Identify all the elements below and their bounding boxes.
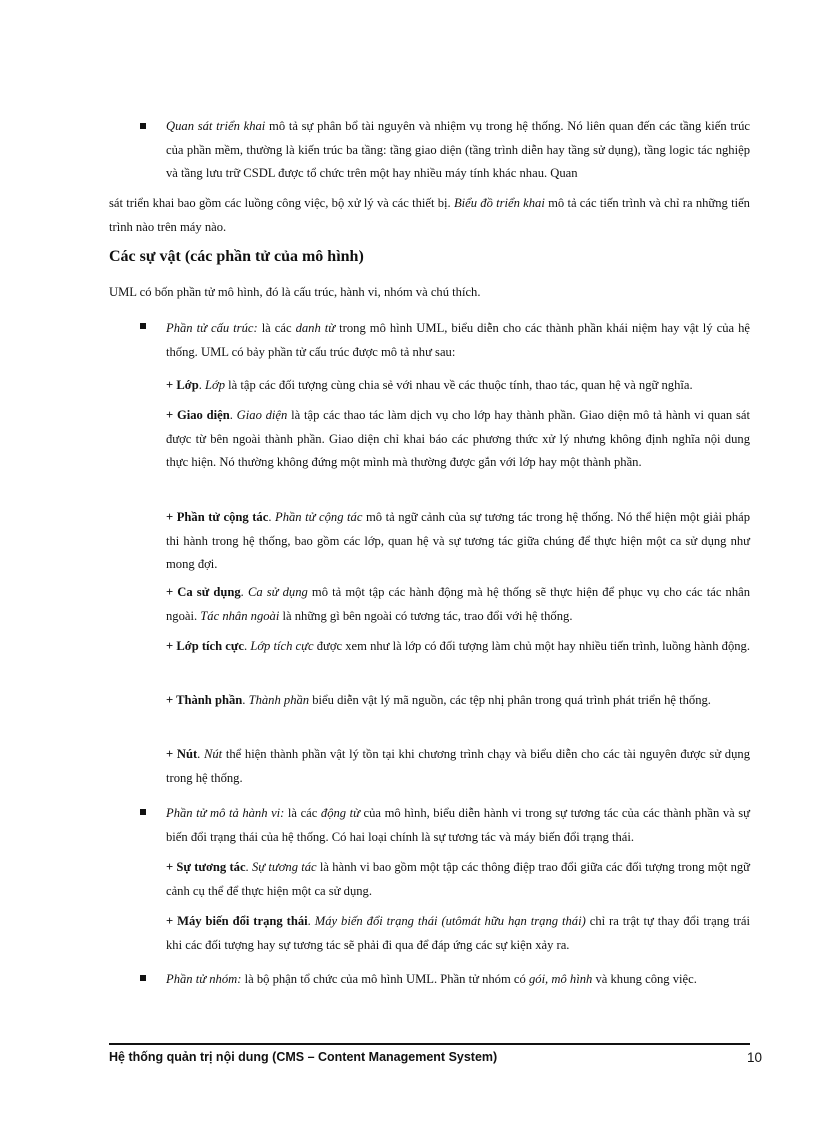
label-node: + Nút (166, 747, 198, 761)
bullet-marker (140, 123, 146, 129)
label-interface: + Giao diện (166, 408, 230, 422)
label-class: + Lớp (166, 378, 199, 392)
bullet-marker (140, 975, 146, 981)
bullet-marker (140, 809, 146, 815)
label-interaction: + Sự tương tác (166, 860, 246, 874)
term-verb: động từ (320, 806, 360, 820)
term-deployment-view: Quan sát triển khai (166, 119, 266, 133)
term-package-model: gói, mô hình (528, 972, 593, 986)
item-class: + Lớp. Lớp là tập các đối tượng cùng chia sẻ với nhau về các thuộc tính, thao tác, quan hệ và ngữ nghĩa. (166, 378, 693, 392)
footer-divider (109, 1043, 750, 1045)
term-noun: danh từ (295, 321, 336, 335)
term-behavioral: Phần tử mô tả hành vi: (166, 806, 285, 820)
item-state-machine: + Máy biến đổi trạng thái. Máy biến đổi trạng thái (utômát hữu hạn trạng thái) chỉ ra trật tự thay đổi trạng trái khi các đối tượng hay sự tương tác sẽ phải đi qua để đáp ứng các sự kiện xảy ra. (166, 914, 751, 952)
paragraph-text: mô tả các tiến trình và chỉ ra những tiến trình nào trên máy nào. (109, 196, 750, 234)
bullet-marker (140, 323, 146, 329)
item-interaction: + Sự tương tác. Sự tương tác là hành vi bao gồm một tập các thông điệp trao đổi giữa các đối tượng trong một ngữ cảnh cụ thể để thực hiện một ca sử dụng. (166, 860, 751, 898)
paragraph-deployment-view (166, 115, 750, 186)
page-number: 10 (746, 1050, 762, 1065)
label-use-case: + Ca sử dụng (166, 585, 241, 599)
intro-paragraph: UML có bốn phần tử mô hình, đó là cấu trúc, hành vi, nhóm và chú thích. (109, 285, 481, 299)
label-collaboration: + Phần tử cộng tác (166, 510, 269, 524)
label-state-machine: + Máy biến đổi trạng thái (166, 914, 308, 928)
paragraph-text: sát triển khai bao gồm các luồng công việc, bộ xử lý và các thiết bị. (109, 196, 454, 210)
item-component: + Thành phần. Thành phần biểu diễn vật lý mã nguồn, các tệp nhị phân trong quá trình phát triển hệ thống. (166, 693, 711, 707)
paragraph-deployment-view-continued (109, 192, 750, 239)
paragraph-grouping-elements: Phần tử nhóm: là bộ phận tổ chức của mô hình UML. Phần tử nhóm có gói, mô hình và khung công việc. (166, 972, 697, 986)
item-use-case: + Ca sử dụng. Ca sử dụng mô tả một tập các hành động mà hệ thống sẽ thực hiện để phục vụ cho các tác nhân ngoài. Tác nhân ngoài là những gì bên ngoài có tương tác, trao đổi với hệ thống. (166, 585, 751, 623)
term-structural: Phần tử cấu trúc: (166, 321, 258, 335)
label-active-class: + Lớp tích cực (166, 639, 245, 653)
section-heading: Các sự vật (các phần tử của mô hình) (109, 248, 364, 265)
item-node: + Nút. Nút thể hiện thành phần vật lý tồn tại khi chương trình chạy và biểu diễn cho các tài nguyên được sử dụng trong hệ thống. (166, 747, 750, 785)
item-interface: + Giao diện. Giao diện là tập các thao tác làm dịch vụ cho lớp hay thành phần. Giao diện mô tả hành vi quan sát được từ bên ngoài thành phần. Giao diện chỉ khai báo các phương thức xử lý nhưng không định nghĩa nội dung thực hiện. Nó thường không đứng một mình mà thường được gắn với lớp hay một thành phần. (166, 408, 751, 469)
item-collaboration: + Phần tử cộng tác. Phần tử cộng tác mô tả ngữ cảnh của sự tương tác trong hệ thống. Nó thể hiện một giải pháp thi hành trong hệ thống, bao gồm các lớp, quan hệ và sự tương tác giữa chúng để thực hiện một ca sử dụng như mong đợi. (166, 510, 751, 571)
paragraph-structural-elements: Phần tử cấu trúc: là các danh từ trong mô hình UML, biểu diễn cho các thành phần khái niệm hay vật lý của hệ thống. UML có bảy phần tử cấu trúc được mô tả như sau: (166, 321, 750, 359)
term-grouping: Phần tử nhóm: (166, 972, 242, 986)
item-active-class: + Lớp tích cực. Lớp tích cực được xem như là lớp có đối tượng làm chủ một hay nhiều tiến trình, luồng hành động. (166, 639, 750, 653)
paragraph-behavioral-elements: Phần tử mô tả hành vi: là các động từ của mô hình, biểu diễn hành vi trong sự tương tác của các thành phần và sự biến đổi trạng thái của hệ thống. Có hai loại chính là sự tương tác và máy biến đổi trạng thái. (166, 806, 750, 844)
paragraph-text: mô tả sự phân bổ tài nguyên và nhiệm vụ trong hệ thống. Nó liên quan đến các tầng kiến trúc của phần mềm, thường là kiến trúc ba tầng: tầng giao diện (tầng trình diễn hay tầng sử dụng), tầng logic tác nghiệp và tầng lưu trữ CSDL được tổ chức trên một hay nhiều máy tính khác nhau. Quan (166, 119, 750, 180)
label-component: + Thành phần (166, 693, 243, 707)
footer-title: Hệ thống quản trị nội dung (CMS – Content Management System) (109, 1050, 498, 1064)
term-deployment-diagram: Biểu đồ triển khai (453, 196, 545, 210)
